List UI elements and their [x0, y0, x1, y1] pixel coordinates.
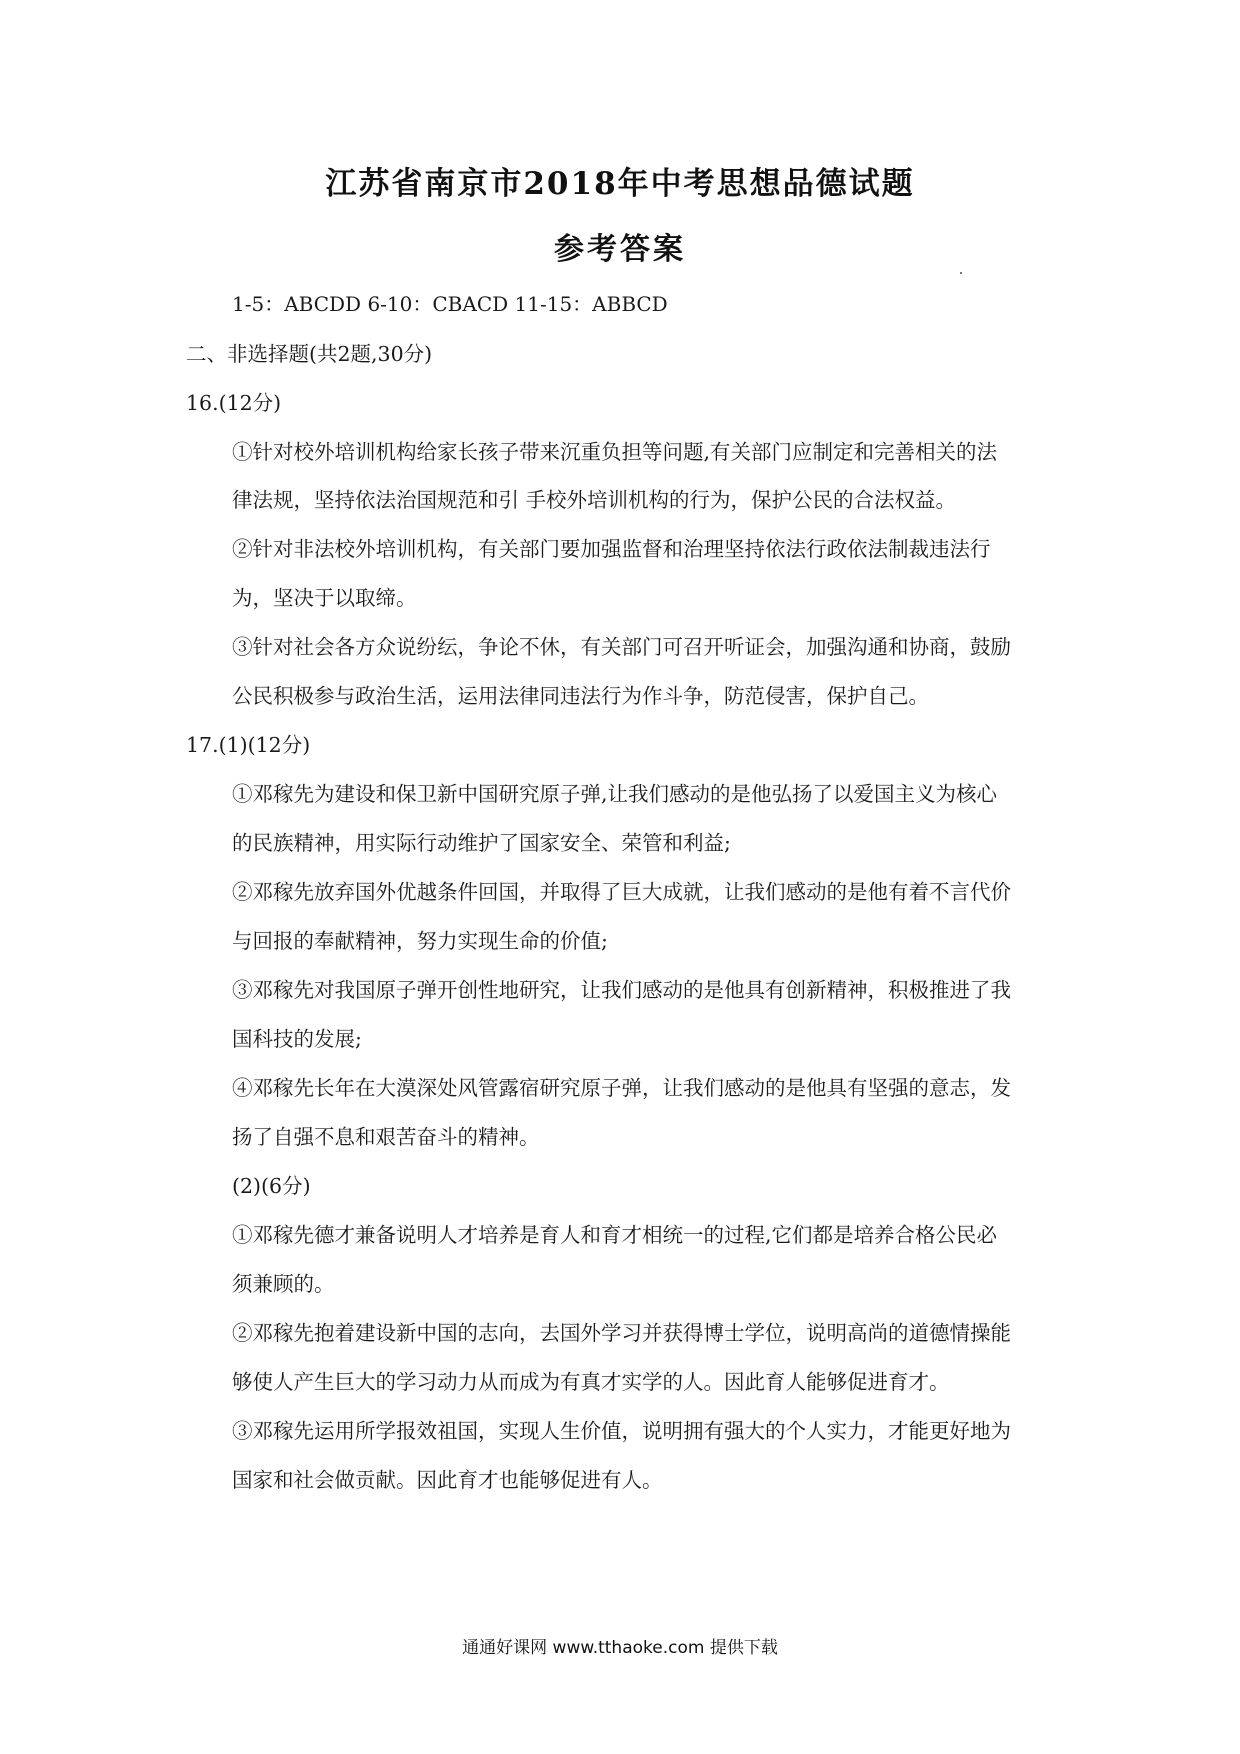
q17-part2-line: ②邓稼先抱着建设新中国的志向，去国外学习并获得博士学位，说明高尚的道德情操能	[232, 1321, 1011, 1345]
q16-line: ③针对社会各方众说纷纭，争论不休，有关部门可召开听证会，加强沟通和协商，鼓励	[232, 635, 1011, 659]
q17-part1-line: 扬了自强不息和艰苦奋斗的精神。	[232, 1125, 540, 1149]
q16-line: 公民积极参与政治生活，运用法律同违法行为作斗争，防范侵害，保护自己。	[232, 684, 929, 708]
q16-line: 律法规，坚持依法治国规范和引 手校外培训机构的行为，保护公民的合法权益。	[232, 488, 957, 512]
q17-part1-line: ②邓稼先放弃国外优越条件回国，并取得了巨大成就，让我们感动的是他有着不言代价	[232, 880, 1011, 904]
q17-part2-line: 够使人产生巨大的学习动力从而成为有真才实学的人。因此育人能够促进育才。	[232, 1370, 950, 1394]
q16-heading: 16.(12分)	[186, 391, 282, 415]
q16-line: 为，坚决于以取缔。	[232, 586, 417, 610]
section-heading: 二、非选择题(共2题,30分)	[186, 342, 433, 366]
q17-part2-line: ①邓稼先德才兼备说明人才培养是育人和育才相统一的过程,它们都是培养合格公民必	[232, 1223, 998, 1247]
document-subtitle: 参考答案	[554, 232, 686, 267]
q17-part1-line: 国科技的发展;	[232, 1027, 362, 1051]
q16-line: ①针对校外培训机构给家长孩子带来沉重负担等问题,有关部门应制定和完善相关的法	[232, 440, 998, 464]
q17-part2-line: 须兼顾的。	[232, 1272, 335, 1296]
q17-part1-line: ③邓稼先对我国原子弹开创性地研究，让我们感动的是他具有创新精神，积极推进了我	[232, 978, 1011, 1002]
q17-part2-line: ③邓稼先运用所学报效祖国，实现人生价值，说明拥有强大的个人实力，才能更好地为	[232, 1419, 1011, 1443]
q17-part2-line: 国家和社会做贡献。因此育才也能够促进有人。	[232, 1468, 663, 1492]
q17-part1-line: ④邓稼先长年在大漠深处风管露宿研究原子弹，让我们感动的是他具有坚强的意志，发	[232, 1076, 1011, 1100]
q17-part1-line: 与回报的奉献精神，努力实现生命的价值;	[232, 929, 608, 953]
q17-part2-heading: (2)(6分)	[232, 1174, 311, 1198]
q16-line: ②针对非法校外培训机构，有关部门要加强监督和治理坚持依法行政依法制裁违法行	[232, 537, 991, 561]
q17-heading: 17.(1)(12分)	[186, 733, 311, 757]
document-title: 江苏省南京市2018年中考思想品德试题	[325, 166, 915, 202]
q17-part1-line: 的民族精神，用实际行动维护了国家安全、荣管和利益;	[232, 831, 731, 855]
mc-answers: 1-5：ABCDD 6-10：CBACD 11-15：ABBCD	[232, 292, 668, 316]
scan-speck	[960, 272, 962, 274]
q17-part1-line: ①邓稼先为建设和保卫新中国研究原子弹,让我们感动的是他弘扬了以爱国主义为核心	[232, 782, 998, 806]
footer-source: 通通好课网 www.tthaoke.com 提供下载	[462, 1638, 778, 1658]
